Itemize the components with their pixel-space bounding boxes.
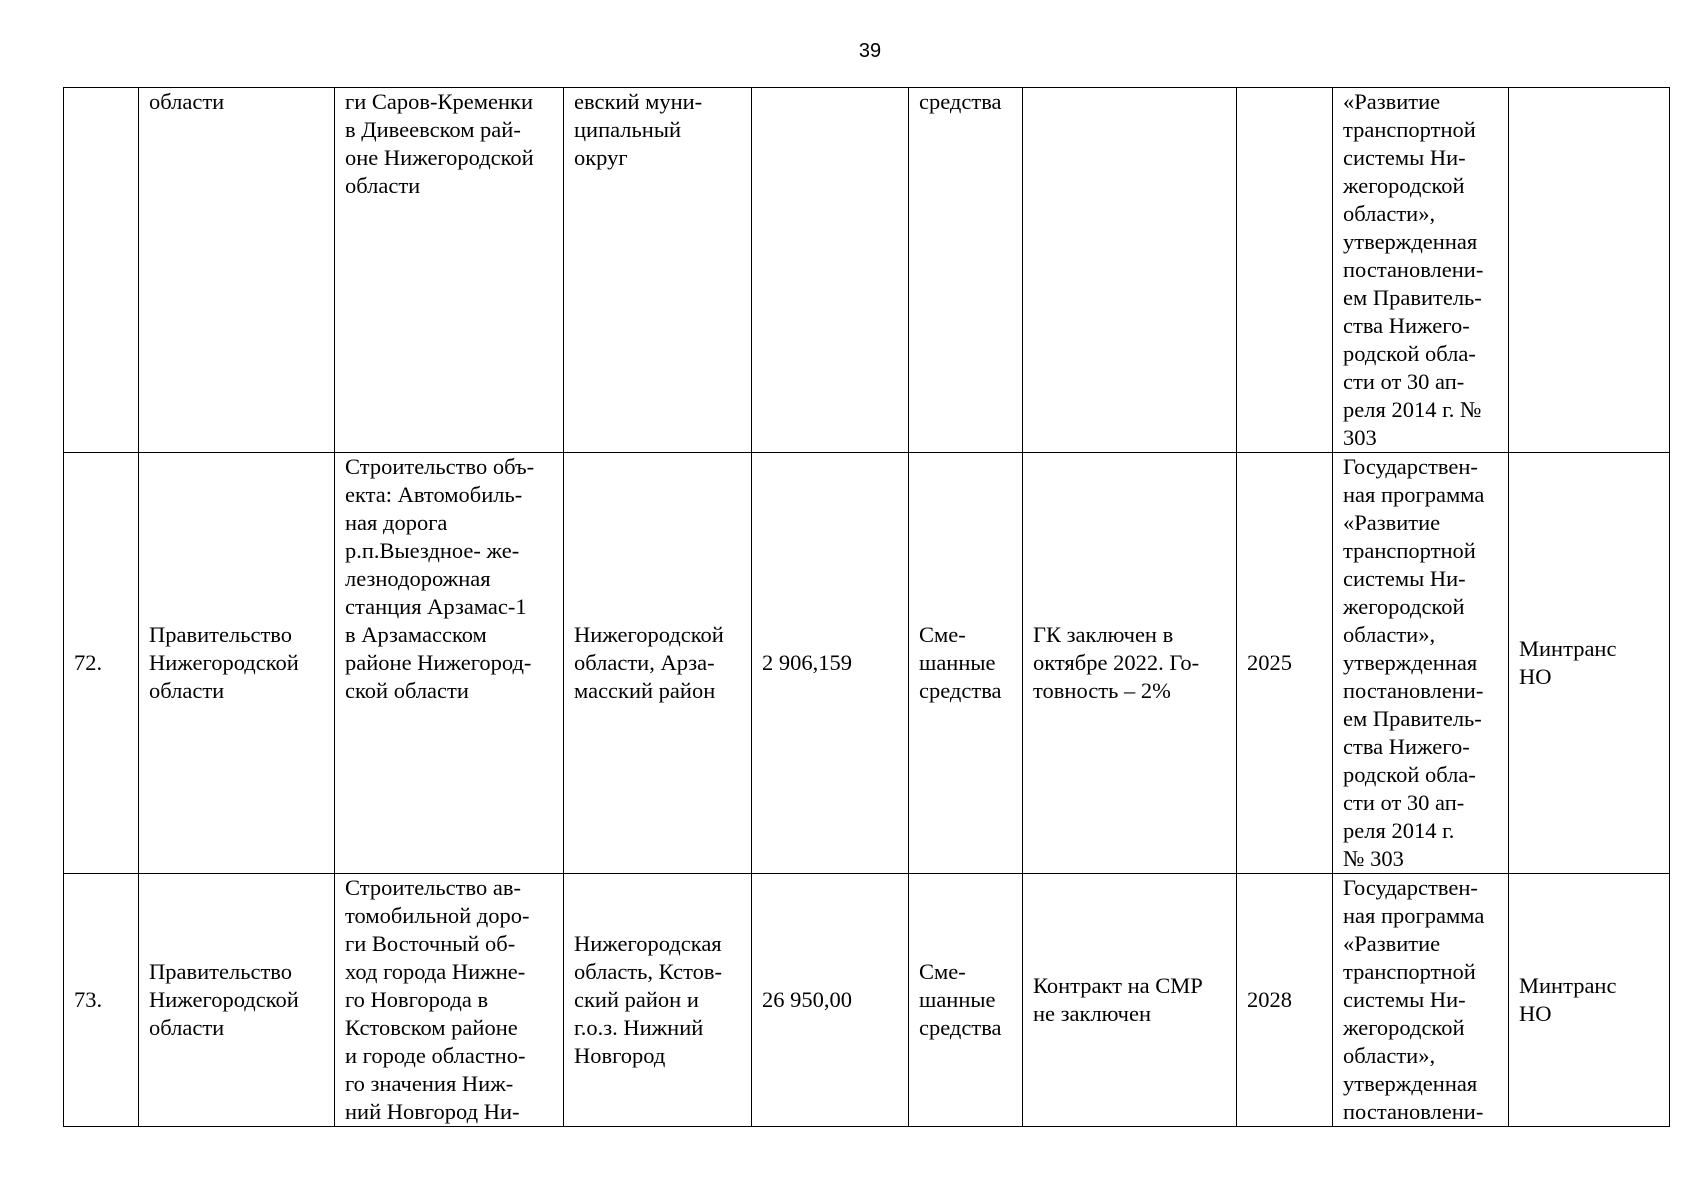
- cell-responsible: Минтранс НО: [1509, 453, 1670, 874]
- cell-customer: Правительство Нижегородской области: [139, 874, 335, 1127]
- cell-object: ги Саров-Кременки в Дивеевском рай- оне Нижегородской области: [335, 88, 564, 453]
- cell-number: 73.: [64, 874, 139, 1127]
- cell-number: [64, 88, 139, 453]
- cell-customer: Правительство Нижегородской области: [139, 453, 335, 874]
- table-row: [64, 874, 1670, 1127]
- cell-year: 2028: [1237, 874, 1333, 1127]
- cell-cost: [752, 88, 909, 453]
- cell-funding-source: Сме- шанные средства: [909, 874, 1023, 1127]
- cell-funding-source: Сме- шанные средства: [909, 453, 1023, 874]
- cell-number: 72.: [64, 453, 139, 874]
- cell-responsible: [1509, 88, 1670, 453]
- cell-program: Государствен- ная программа «Развитие транспортной системы Ни- жегородской области», утвержденная постановлени-: [1333, 874, 1509, 1127]
- cell-year: 2025: [1237, 453, 1333, 874]
- cell-status: Контракт на СМР не заключен: [1023, 874, 1237, 1127]
- cell-year: [1237, 88, 1333, 453]
- table-row: [64, 88, 1670, 453]
- cell-responsible: Минтранс НО: [1509, 874, 1670, 1127]
- cell-location: Нижегородской области, Арза- масский район: [564, 453, 752, 874]
- cell-program: Государствен- ная программа «Развитие транспортной системы Ни- жегородской области», утвержденная постановлени- ем Правитель- ства Нижего- родской обла- сти от 30 ап- реля 2014 г. № 303: [1333, 453, 1509, 874]
- cell-customer: области: [139, 88, 335, 453]
- cell-status: [1023, 88, 1237, 453]
- cell-location: Нижегородская область, Кстов- ский район и г.о.з. Нижний Новгород: [564, 874, 752, 1127]
- cell-location: евский муни- ципальный округ: [564, 88, 752, 453]
- page-number: 39: [858, 40, 882, 62]
- cell-cost: 2 906,159: [752, 453, 909, 874]
- cell-status: ГК заключен в октябре 2022. Го- товность – 2%: [1023, 453, 1237, 874]
- table-row: [64, 453, 1670, 874]
- cell-program: «Развитие транспортной системы Ни- жегородской области», утвержденная постановлени- ем Правитель- ства Нижего- родской обла- сти от 30 ап- реля 2014 г. № 303: [1333, 88, 1509, 453]
- projects-table: [63, 87, 1670, 1127]
- cell-object: Строительство объ- екта: Автомобиль- ная дорога р.п.Выездное- же- лезнодорожная станция Арзамас-1 в Арзамасском районе Нижегород- ской области: [335, 453, 564, 874]
- cell-cost: 26 950,00: [752, 874, 909, 1127]
- cell-object: Строительство ав- томобильной доро- ги Восточный об- ход города Нижне- го Новгорода в Кстовском районе и городе областно- го значения Ниж- ний Новгород Ни-: [335, 874, 564, 1127]
- cell-funding-source: средства: [909, 88, 1023, 453]
